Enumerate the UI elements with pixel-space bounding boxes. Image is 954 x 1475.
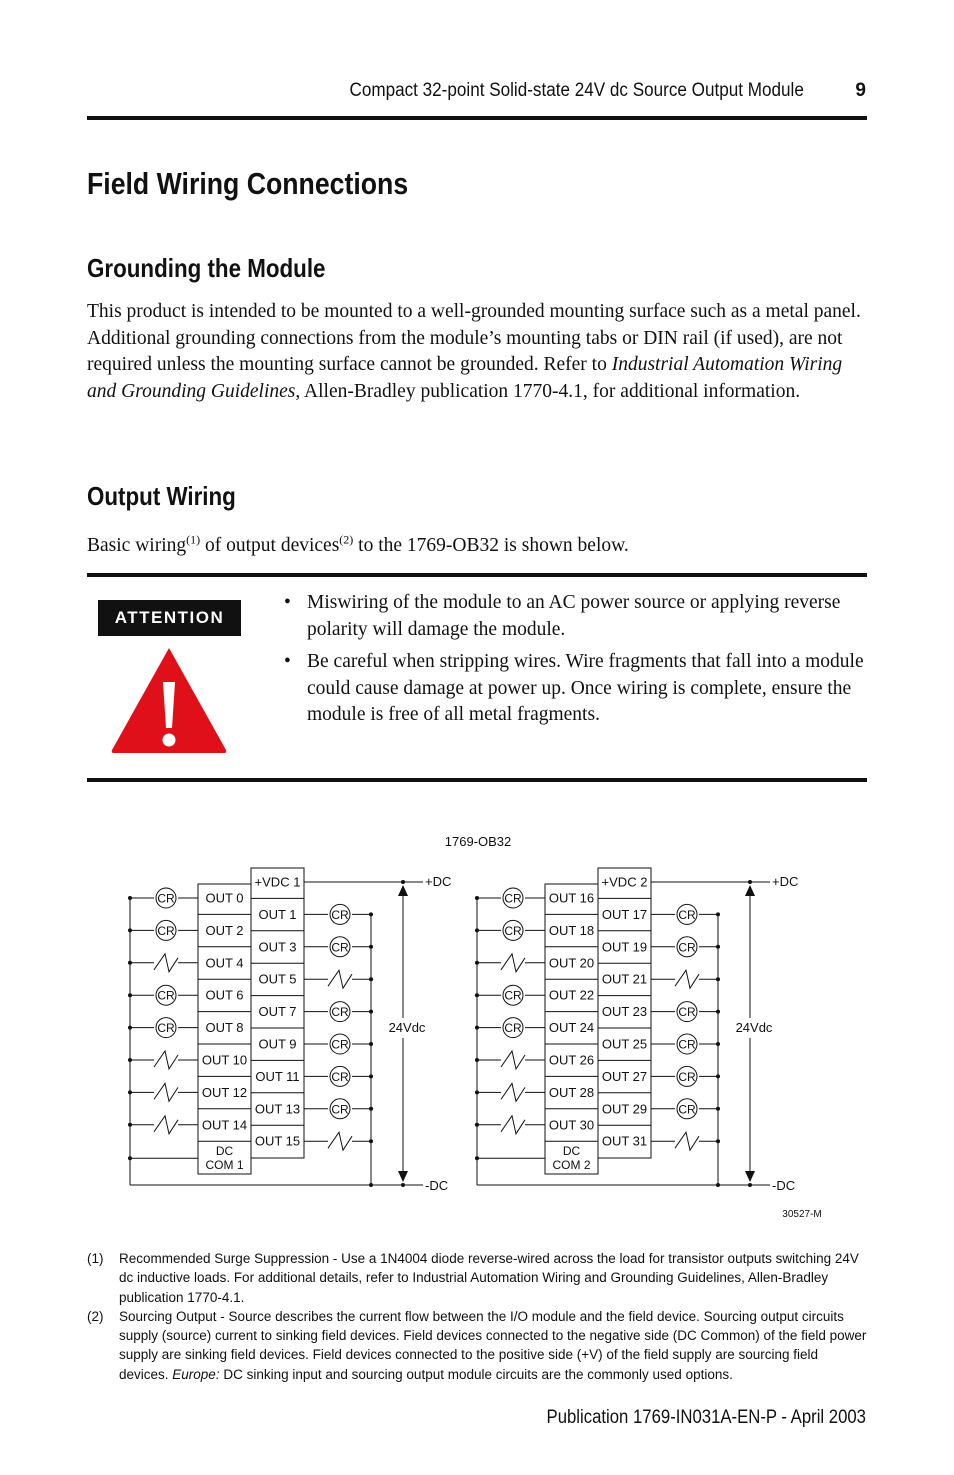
terminal-label: OUT 18 <box>548 922 595 938</box>
footnote-ref-1[interactable]: (1) <box>186 532 201 547</box>
terminal-label: OUT 8 <box>205 1020 244 1036</box>
terminal-label: OUT 3 <box>258 939 297 955</box>
arrow-up-icon <box>398 885 408 896</box>
attention-top-rule <box>87 573 867 577</box>
footnote-number: (2) <box>87 1308 104 1324</box>
relay-coil-label: CR <box>157 891 175 906</box>
terminal-label: OUT 23 <box>601 1004 648 1020</box>
footnotes <box>87 1249 869 1384</box>
terminal-label: OUT 16 <box>548 890 595 906</box>
relay-coil-label: CR <box>504 923 522 938</box>
header-rule <box>87 116 867 120</box>
attention-bullet: • Miswiring of the module to an AC power source or applying reverse polarity will damage the module. <box>280 590 870 643</box>
terminal-label: COM 2 <box>552 1158 591 1173</box>
resistive-load-icon <box>328 970 352 988</box>
relay-coil-label: CR <box>678 1037 696 1052</box>
terminal-label: OUT 29 <box>601 1101 648 1117</box>
plus-dc-label: +DC <box>772 874 799 889</box>
minus-dc-label: -DC <box>425 1178 449 1193</box>
footer-text: Publication 1769-IN031A-EN-P - April 2003 <box>546 1407 866 1428</box>
figure-id: 30527-M <box>782 1209 822 1220</box>
terminal-label: COM 1 <box>205 1158 244 1173</box>
footnote-text: Recommended Surge Suppression - Use a 1N4004 diode reverse-wired across the load for transistor outputs switching 24V dc inductive loads. For additional details, refer to Industrial Automation Wiring and Grounding Guidelines, Allen-Bradley publication 1770-4.1. <box>119 1251 859 1305</box>
terminal-label: OUT 27 <box>601 1068 648 1084</box>
junction-dot <box>401 1183 405 1187</box>
terminal-label: OUT 26 <box>548 1052 595 1068</box>
terminal-label: OUT 1 <box>258 906 297 922</box>
relay-coil-label: CR <box>504 988 522 1003</box>
resistive-load-icon <box>154 1051 178 1069</box>
terminal-label: OUT 2 <box>205 922 244 938</box>
supply-voltage-label: 24Vdc <box>735 1020 773 1035</box>
terminal-label: OUT 17 <box>601 906 648 922</box>
resistive-load-icon <box>675 970 699 988</box>
attention-bottom-rule <box>87 778 867 782</box>
terminal-label: OUT 24 <box>548 1020 595 1036</box>
diagram-title: 1769-OB32 <box>444 834 512 849</box>
resistive-load-icon <box>154 1083 178 1101</box>
wiring-diagram <box>0 820 954 1230</box>
relay-coil-label: CR <box>157 988 175 1003</box>
relay-coil-label: CR <box>504 1021 522 1036</box>
intro-text-2: of output devices <box>200 535 340 556</box>
attention-badge: ATTENTION <box>98 600 241 636</box>
footnote-1 <box>87 1249 869 1307</box>
resistive-load-icon <box>328 1132 352 1150</box>
relay-coil-label: CR <box>678 1102 696 1117</box>
relay-coil-label: CR <box>331 940 349 955</box>
resistive-load-icon <box>501 1051 525 1069</box>
attention-bullet: • Be careful when stripping wires. Wire fragments that fall into a module could cause damage at power up. Once wiring is complete, ensure the module is free of all metal fragments. <box>280 649 870 729</box>
relay-coil-label: CR <box>157 1021 175 1036</box>
terminal-label: OUT 31 <box>601 1133 648 1149</box>
page-title: Field Wiring Connections <box>87 166 409 201</box>
footnote-2-text-1: Sourcing Output - Source describes the current flow between the I/O module and the field device. Sourcing output circuits supply (source) current to sinking field devices. Field devices connected to the negative side (DC Common) of the field power supply are sinking field devices. Field devices connected to the positive side (+V) of the field supply are sourcing field devices. <box>119 1308 867 1382</box>
relay-coil-label: CR <box>331 1037 349 1052</box>
footnote-2 <box>87 1307 869 1384</box>
junction-dot <box>401 880 405 884</box>
arrow-down-icon <box>745 1171 755 1182</box>
terminal-label: OUT 11 <box>255 1068 300 1084</box>
attention-list <box>280 590 870 735</box>
terminal-label: OUT 9 <box>258 1036 297 1052</box>
terminal-label: OUT 25 <box>601 1036 648 1052</box>
warning-triangle-icon <box>108 644 230 756</box>
plus-dc-label: +DC <box>425 874 452 889</box>
running-header <box>0 80 866 110</box>
junction-dot <box>748 880 752 884</box>
junction-dot <box>369 1183 373 1187</box>
resistive-load-icon <box>501 954 525 972</box>
relay-coil-label: CR <box>331 1102 349 1117</box>
relay-coil-label: CR <box>678 1005 696 1020</box>
terminal-label: OUT 19 <box>601 939 648 955</box>
terminal-label: OUT 12 <box>201 1084 248 1100</box>
relay-coil-label: CR <box>678 907 696 922</box>
grounding-guidelines-ref: Industrial Automation Wiring and Grounding Guidelines <box>87 354 843 402</box>
resistive-load-icon <box>675 1132 699 1150</box>
footnote-ref-2[interactable]: (2) <box>339 532 354 547</box>
heading-output-wiring: Output Wiring <box>87 481 236 511</box>
terminal-label: OUT 22 <box>548 987 595 1003</box>
footer-publication <box>0 1407 866 1429</box>
relay-coil-label: CR <box>331 1069 349 1084</box>
relay-coil-label: CR <box>678 940 696 955</box>
intro-text-3: to the 1769-OB32 is shown below. <box>353 535 629 556</box>
terminal-label: +VDC 2 <box>601 874 648 890</box>
heading-grounding: Grounding the Module <box>87 253 326 283</box>
output-wiring-intro <box>87 533 869 560</box>
resistive-load-icon <box>154 954 178 972</box>
terminal-label: OUT 30 <box>548 1117 595 1133</box>
relay-coil-label: CR <box>504 891 522 906</box>
terminal-label: DC <box>562 1144 581 1159</box>
resistive-load-icon <box>501 1116 525 1134</box>
terminal-label: OUT 15 <box>254 1133 301 1149</box>
resistive-load-icon <box>154 1116 178 1134</box>
terminal-label: OUT 13 <box>254 1101 301 1117</box>
terminal-label: OUT 7 <box>258 1004 297 1020</box>
grounding-text-1: This product is intended to be mounted to a well-grounded mounting surface such as a metal panel. Additional grounding connections from the module’s mounting tabs or DIN rail (if used), are not required unless the mounting surface cannot be grounded. Refer to <box>87 301 861 375</box>
relay-coil-label: CR <box>678 1069 696 1084</box>
terminal-label: OUT 5 <box>258 971 297 987</box>
intro-text-1: Basic wiring <box>87 535 187 556</box>
terminal-label: OUT 21 <box>601 971 648 987</box>
supply-voltage-label: 24Vdc <box>388 1020 426 1035</box>
footnote-text <box>119 1307 869 1384</box>
junction-dot <box>716 1183 720 1187</box>
running-header-title: Compact 32-point Solid-state 24V dc Source Output Module <box>349 80 804 101</box>
footnote-number: (1) <box>87 1251 104 1266</box>
junction-dot <box>748 1183 752 1187</box>
terminal-label: +VDC 1 <box>254 874 301 890</box>
terminal-label: DC <box>215 1144 234 1159</box>
grounding-paragraph <box>87 299 869 405</box>
relay-coil-label: CR <box>157 923 175 938</box>
footnote-2-text-2: DC sinking input and sourcing output module circuits are the commonly used options. <box>219 1366 733 1382</box>
page-number: 9 <box>855 80 866 101</box>
relay-coil-label: CR <box>331 907 349 922</box>
terminal-label: OUT 4 <box>205 955 244 971</box>
arrow-up-icon <box>745 885 755 896</box>
terminal-label: OUT 10 <box>201 1052 248 1068</box>
terminal-label: OUT 20 <box>548 955 595 971</box>
terminal-label: OUT 0 <box>205 890 244 906</box>
arrow-down-icon <box>398 1171 408 1182</box>
terminal-label: OUT 28 <box>548 1084 595 1100</box>
resistive-load-icon <box>501 1083 525 1101</box>
terminal-label: OUT 14 <box>201 1117 248 1133</box>
terminal-label: OUT 6 <box>205 987 244 1003</box>
grounding-text-2: , Allen-Bradley publication 1770-4.1, for additional information. <box>295 380 801 402</box>
footnote-2-europe: Europe: <box>172 1366 220 1382</box>
relay-coil-label: CR <box>331 1005 349 1020</box>
minus-dc-label: -DC <box>772 1178 796 1193</box>
